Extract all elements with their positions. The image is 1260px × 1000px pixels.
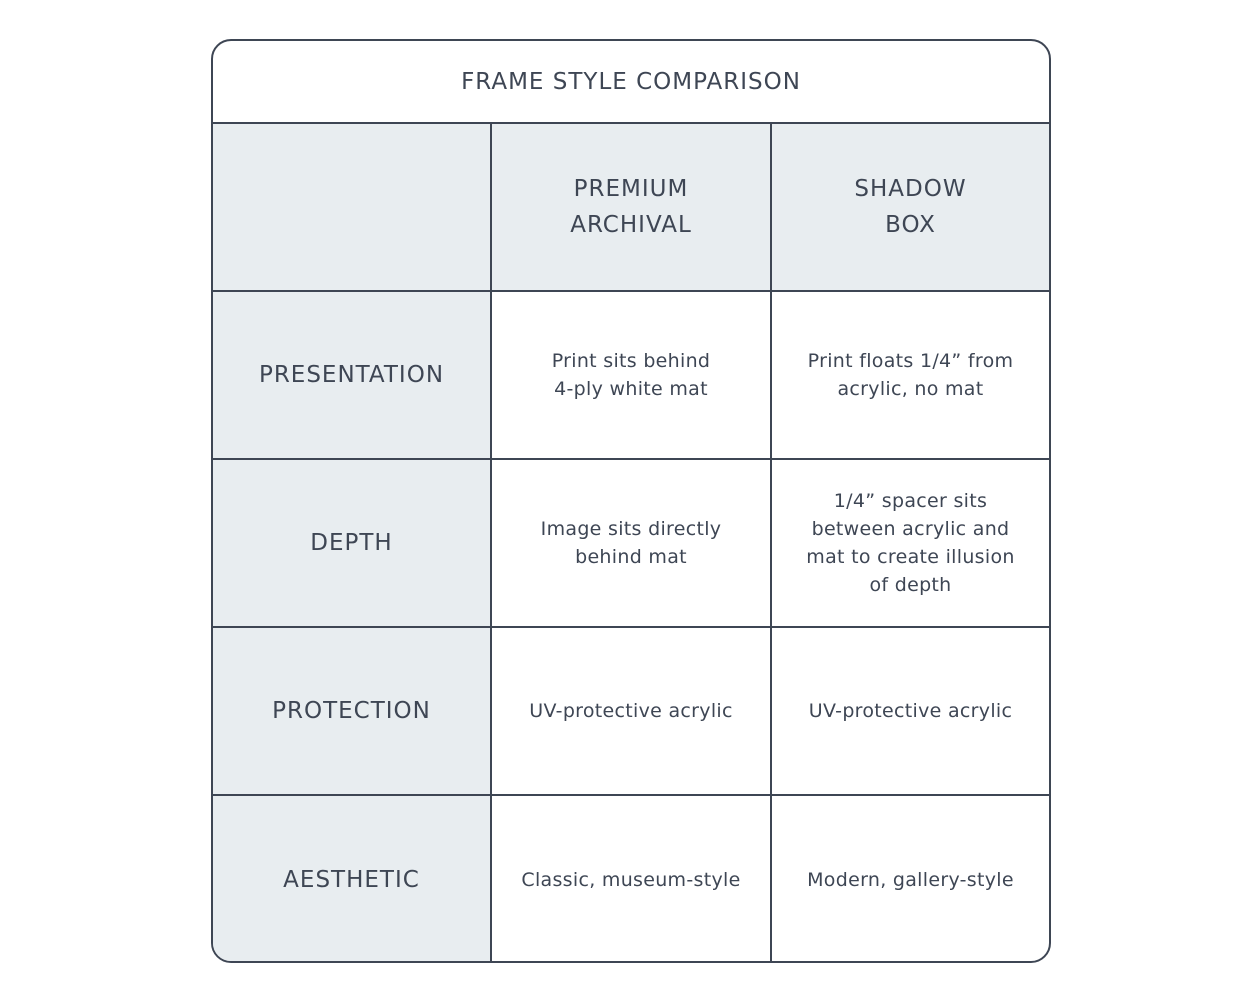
cell-protection-shadow: UV-protective acrylic <box>772 628 1049 796</box>
cell-presentation-premium: Print sits behind 4-ply white mat <box>492 292 772 460</box>
row-header-protection: PROTECTION <box>213 628 492 796</box>
comparison-grid <box>213 124 1049 963</box>
row-header-presentation: PRESENTATION <box>213 292 492 460</box>
table-title-bar <box>213 41 1049 124</box>
column-header-label: PREMIUM ARCHIVAL <box>570 176 692 238</box>
row-header-depth: DEPTH <box>213 460 492 628</box>
column-header-label: SHADOW BOX <box>854 176 967 238</box>
cell-protection-premium: UV-protective acrylic <box>492 628 772 796</box>
cell-presentation-shadow: Print floats 1/4” from acrylic, no mat <box>772 292 1049 460</box>
cell-aesthetic-premium: Classic, museum-style <box>492 796 772 963</box>
row-header-aesthetic: AESTHETIC <box>213 796 492 963</box>
cell-aesthetic-shadow: Modern, gallery-style <box>807 869 1014 891</box>
cell-depth-premium: Image sits directly behind mat <box>492 460 772 628</box>
header-empty-cell <box>213 124 492 292</box>
cell-depth-shadow: 1/4” spacer sits between acrylic and mat to create illusion of depth <box>772 460 1049 628</box>
column-header-shadow-box <box>772 124 1049 292</box>
comparison-table <box>211 39 1051 963</box>
column-header-premium-archival <box>492 124 772 292</box>
table-title: FRAME STYLE COMPARISON <box>461 68 801 95</box>
